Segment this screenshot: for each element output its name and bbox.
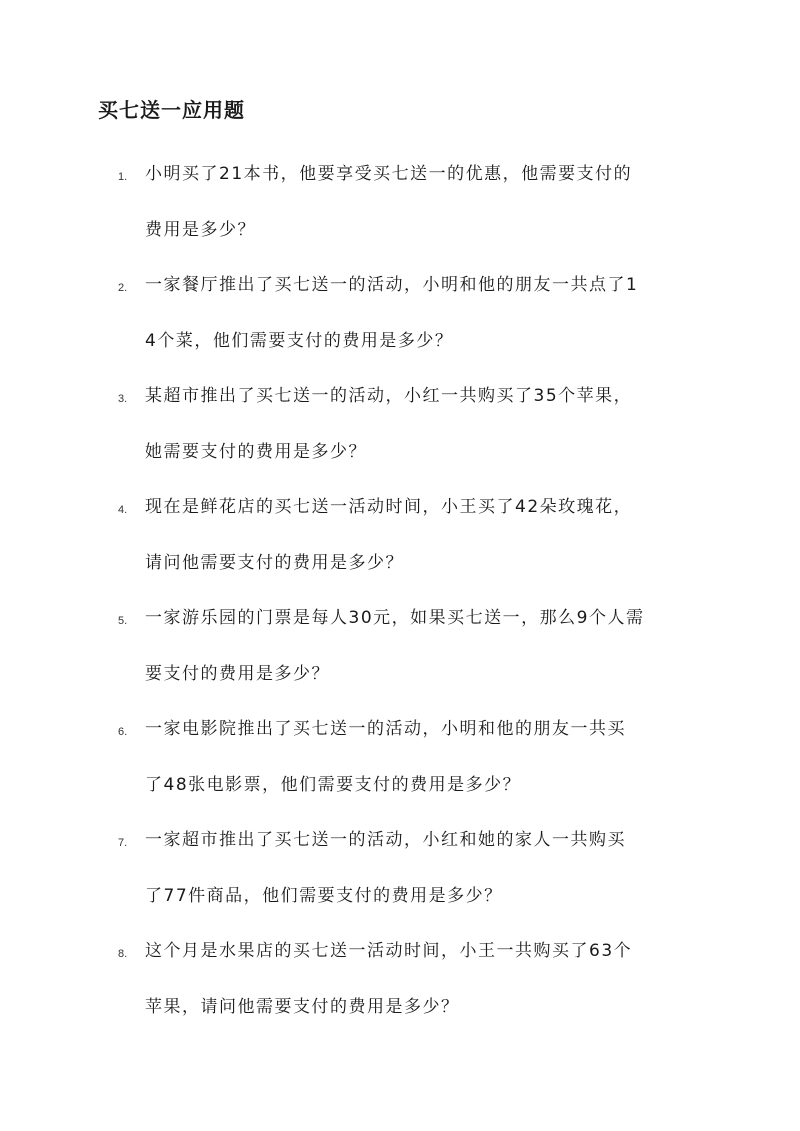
question-number: 5. bbox=[118, 615, 128, 627]
question-text-line-2: 费用是多少？ bbox=[145, 220, 256, 240]
question-text-line-1: 现在是鲜花店的买七送一活动时间，小王买了42朵玫瑰花， bbox=[145, 497, 633, 517]
question-number: 2. bbox=[118, 282, 128, 294]
question-number: 3. bbox=[118, 393, 128, 405]
question-text-line-2: 苹果，请问他需要支付的费用是多少？ bbox=[145, 997, 460, 1017]
question-text-line-1: 这个月是水果店的买七送一活动时间，小王一共购买了63个 bbox=[145, 941, 633, 961]
question-text-line-1: 某超市推出了买七送一的活动，小红一共购买了35个苹果， bbox=[145, 386, 633, 406]
question-number: 7. bbox=[118, 837, 128, 849]
question-text-line-1: 一家电影院推出了买七送一的活动，小明和他的朋友一共买 bbox=[145, 719, 626, 739]
question-number: 6. bbox=[118, 726, 128, 738]
document-title: 买七送一应用题 bbox=[98, 98, 245, 122]
question-number: 1. bbox=[118, 171, 128, 183]
question-text-line-1: 一家餐厅推出了买七送一的活动，小明和他的朋友一共点了1 bbox=[145, 275, 639, 295]
question-text-line-1: 一家超市推出了买七送一的活动，小红和她的家人一共购买 bbox=[145, 830, 626, 850]
question-number: 8. bbox=[118, 948, 128, 960]
question-text-line-1: 一家游乐园的门票是每人30元，如果买七送一，那么9个人需 bbox=[145, 608, 645, 628]
question-text-line-2: 要支付的费用是多少？ bbox=[145, 664, 330, 684]
question-text-line-2: 了48张电影票，他们需要支付的费用是多少？ bbox=[145, 775, 522, 795]
question-text-line-1: 小明买了21本书，他要享受买七送一的优惠，他需要支付的 bbox=[145, 164, 633, 184]
question-text-line-2: 4个菜，他们需要支付的费用是多少？ bbox=[145, 331, 454, 351]
question-text-line-2: 请问他需要支付的费用是多少？ bbox=[145, 553, 404, 573]
question-text-line-2: 她需要支付的费用是多少？ bbox=[145, 442, 367, 462]
question-text-line-2: 了77件商品，他们需要支付的费用是多少？ bbox=[145, 886, 503, 906]
question-number: 4. bbox=[118, 504, 128, 516]
